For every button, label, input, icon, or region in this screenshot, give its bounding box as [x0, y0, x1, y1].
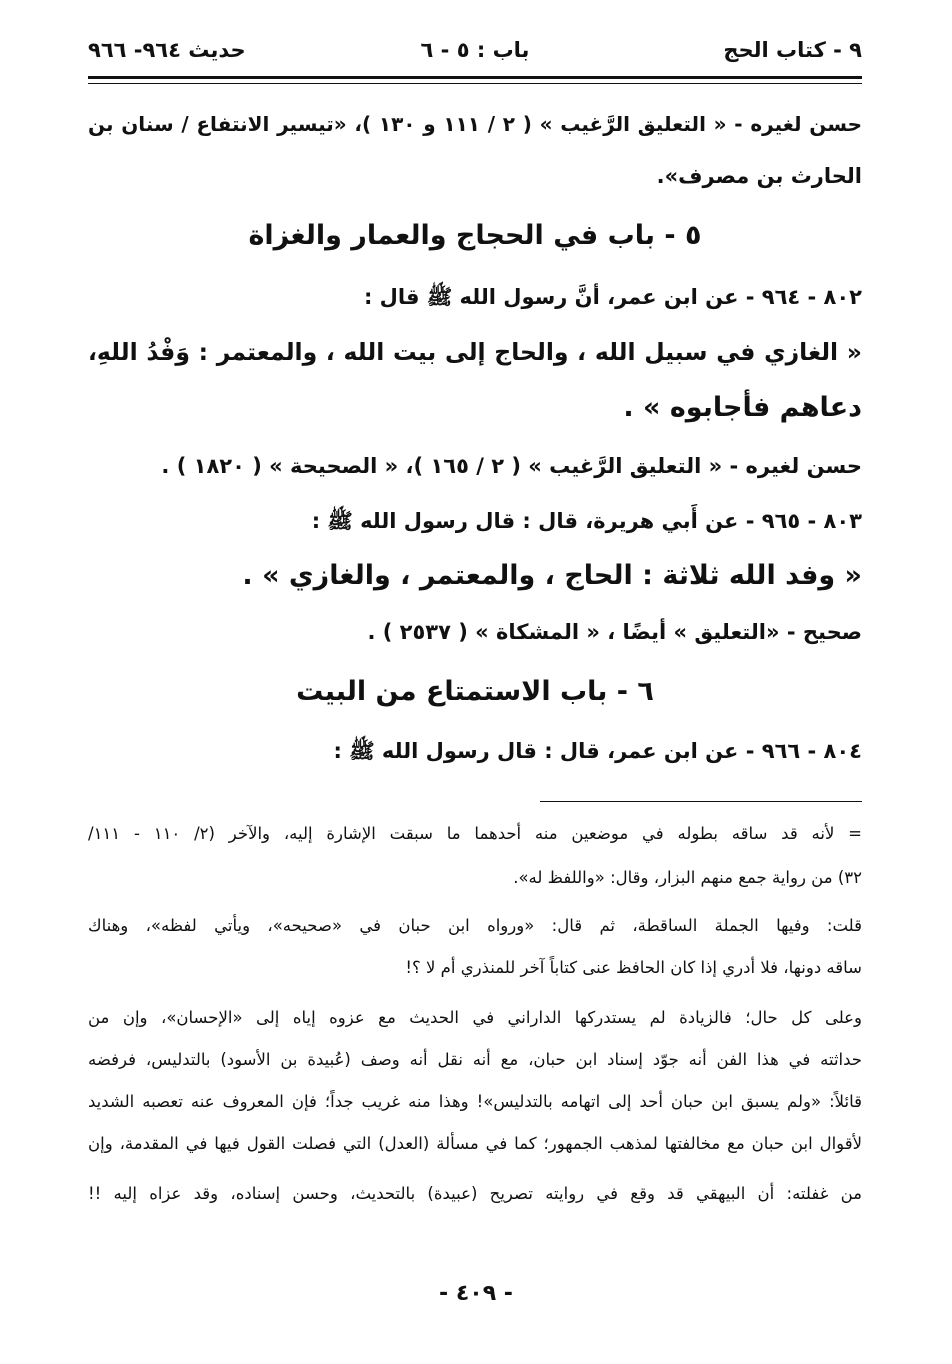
hadith-803-isnad: ٨٠٣ - ٩٦٥ - عن أَبي هريرة، قال : قال رسول الله ﷺ : — [311, 509, 862, 533]
page-number: - ٤٠٩ - — [439, 1281, 513, 1306]
footnote-line-5: وعلى كل حال؛ فالزيادة لم يستدركها الداراني في الحديث مع عزوه إياه إلى «الإحسان»، وإن من — [88, 1008, 862, 1027]
hadith-802-isnad: ٨٠٢ - ٩٦٤ - عن ابن عمر، أنَّ رسول الله ﷺ قال : — [363, 285, 862, 309]
hadith-802-matn-1: « الغازي في سبيل الله ، والحاج إلى بيت الله ، والمعتمر : وَفْدُ اللهِ، — [88, 338, 862, 366]
hadith-803-grade: صحيح - «التعليق » أيضًا ، « المشكاة » ( ٢٥٣٧ ) . — [367, 620, 862, 644]
header-chapter: باب : ٥ - ٦ — [420, 38, 530, 62]
footnote-line-3: قلت: وفيها الجملة الساقطة، ثم قال: «ورواه ابن حبان في «صحيحه»، ويأتي لفظه»، وهناك — [88, 916, 862, 935]
hadith-802-matn-2: دعاهم فأجابوه » . — [623, 392, 862, 423]
chapter-heading-5: ٥ - باب في الحجاج والعمار والغزاة — [248, 220, 702, 251]
footnote-line-4: ساقه دونها، فلا أدري إذا كان الحافظ عنى كتاباً آخر للمنذري أم لا ؟! — [405, 958, 862, 977]
footnote-line-6: حداثته في هذا الفن أنه جوّد إسناد ابن حبان، مع أنه نقل أنه وصف (عُبيدة بن الأسود) بالتدليس، فرفضه — [88, 1050, 862, 1069]
header-book-title: ٩ - كتاب الحج — [723, 38, 862, 62]
footnote-separator — [540, 801, 862, 802]
footnote-line-1: = لأنه قد ساقه بطوله في موضعين منه أحدهما ما سبقت الإشارة إليه، والآخر (٢/ ١١٠ - ١١١/ — [88, 824, 862, 843]
intro-line-1: حسن لغيره - « التعليق الرَّغيب » ( ٢ / ١١١ و ١٣٠ )، «تيسير الانتفاع / سنان بن — [88, 112, 863, 136]
running-header — [88, 34, 862, 74]
footnote-line-7: قائلاً: «ولم يسبق ابن حبان أحد إلى اتهامه بالتدليس»! وهذا منه غريب جداً؛ فإن المعروف عنه تعصبه الشديد — [88, 1092, 862, 1111]
header-rule-thick — [88, 76, 862, 79]
hadith-803-matn: « وفد الله ثلاثة : الحاج ، والمعتمر ، والغازي » . — [242, 560, 862, 591]
footnote-line-8: لأقوال ابن حبان مع مخالفتها لمذهب الجمهور؛ كما في مسألة (العدل) التي فصلت القول فيها في المقدمة، وإن — [88, 1134, 862, 1153]
header-hadith-range: حديث ٩٦٤- ٩٦٦ — [88, 38, 246, 62]
chapter-heading-6: ٦ - باب الاستمتاع من البيت — [296, 676, 654, 707]
hadith-802-grade: حسن لغيره - « التعليق الرَّغيب » ( ٢ / ١٦٥ )، « الصحيحة » ( ١٨٢٠ ) . — [161, 454, 862, 478]
header-rule-thin — [88, 83, 862, 84]
footnote-line-2: ٣٢) من رواية جمع منهم البزار، وقال: «واللفظ له». — [513, 868, 862, 887]
hadith-804-isnad: ٨٠٤ - ٩٦٦ - عن ابن عمر، قال : قال رسول الله ﷺ : — [333, 739, 862, 763]
footnote-line-9: من غفلته: أن البيهقي قد وقع في روايته تصريح (عبيدة) بالتحديث، وحسن إسناده، وقد عزاه إليه !! — [88, 1184, 862, 1203]
intro-line-2: الحارث بن مصرف». — [656, 164, 862, 188]
